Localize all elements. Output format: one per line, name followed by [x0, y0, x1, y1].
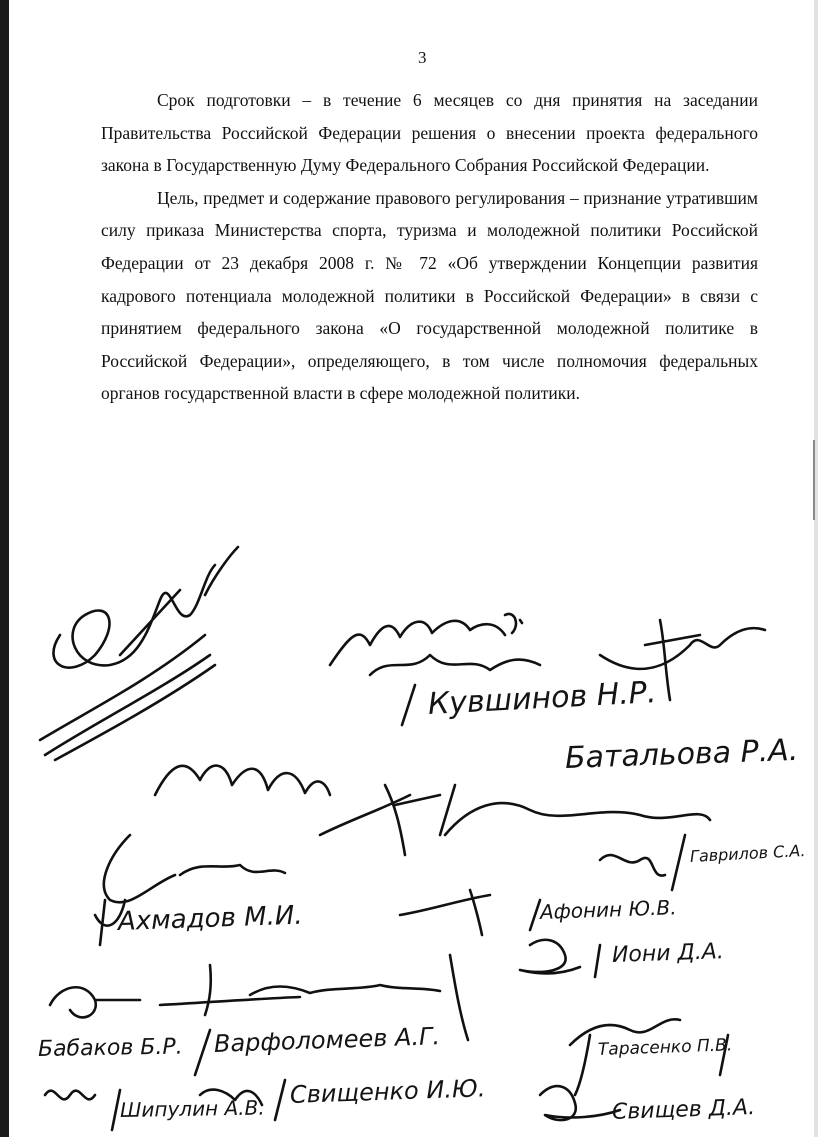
- signature-mark: [520, 940, 600, 977]
- signature-name: Гаврилов С.А.: [689, 840, 806, 866]
- signature-name: Ахмадов М.И.: [117, 900, 304, 937]
- paragraph-purpose: Цель, предмет и содержание правового регулирования – признание утратившим силу приказа Министерства спорта, туризма и молодежной политики Российской Федерации от 23 декабря 2008 г. № 72 «Об утверждении Концепции развития кадрового потенциала молодежной политики в Российской Федерации» в связи с принятием федерального закона «О государственной молодежной политике в Российской Федерации», определяющего, в том числе полномочия федеральных органов государственной власти в сфере молодежной политики.: [101, 187, 758, 404]
- document-body: [101, 84, 758, 410]
- signatures-area: [0, 505, 818, 1137]
- signature-name: Батальова Р.А.: [564, 732, 799, 776]
- signature-name: Бабаков Б.Р.: [37, 1034, 183, 1062]
- signature-mark: [40, 547, 238, 760]
- signature-name: Кувшинов Н.Р.: [427, 675, 658, 722]
- signature-name: Шипулин А.В.: [119, 1095, 265, 1122]
- signature-name: Варфоломеев А.Г.: [213, 1022, 441, 1058]
- signature-mark: [330, 614, 540, 675]
- page-number: 3: [418, 48, 427, 67]
- signature-name: Свищев Д.А.: [611, 1095, 756, 1125]
- paragraph-deadline: Срок подготовки – в течение 6 месяцев со дня принятия на заседании Правительства Российской Федерации решения о внесении проекта федерального закона в Государственную Думу Федерального Собрания Российской Федерации.: [101, 90, 758, 176]
- signature-name: Свищенко И.Ю.: [289, 1074, 486, 1109]
- signature-name: Иони Д.А.: [611, 939, 725, 968]
- signature-name: Афонин Ю.В.: [539, 895, 677, 924]
- signature-mark: [155, 766, 710, 855]
- signature-name: Тарасенко П.В.: [597, 1035, 733, 1060]
